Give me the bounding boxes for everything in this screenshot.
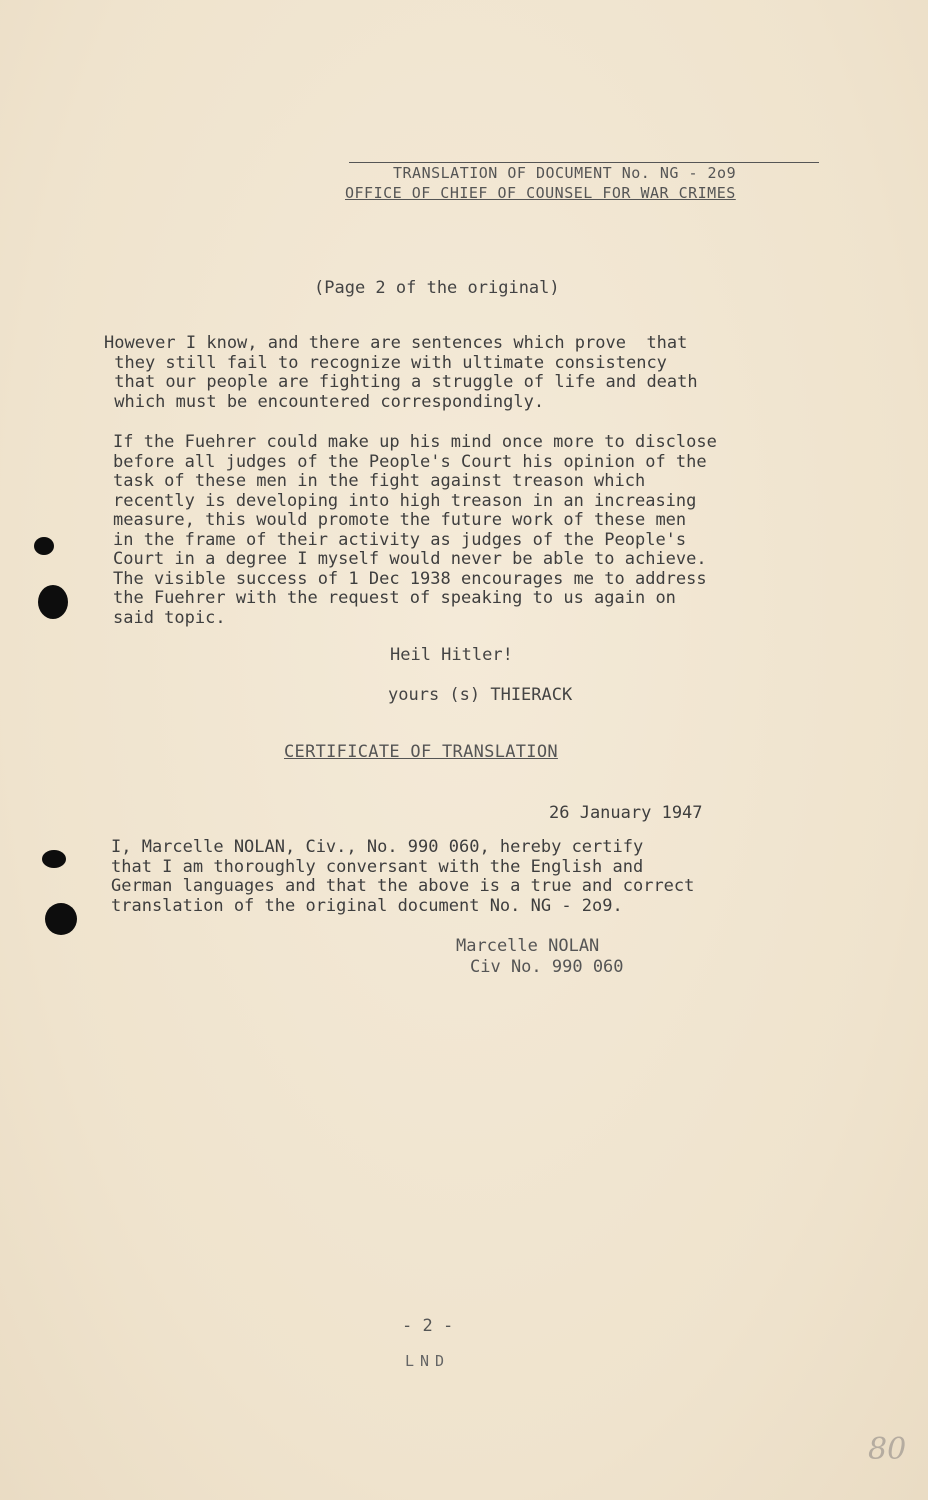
letter-signature: yours (s) THIERACK <box>388 685 573 705</box>
office-title: OFFICE OF CHIEF OF COUNSEL FOR WAR CRIMES <box>345 184 736 202</box>
translation-title: TRANSLATION OF DOCUMENT No. NG - 2o9 <box>393 164 737 182</box>
typist-initials: LND <box>405 1352 451 1370</box>
body-paragraph-2: If the Fuehrer could make up his mind once more to disclose before all judges of the People's Court his opinion of the task of these men in the fight against treason which recently is developing into high treason in an increasing measure, this would promote the future work of these men in the frame of their activity as judges of the People's Court in a degree I myself would never be able to achieve. The visible success of 1 Dec 1938 encourages me to address the Fuehrer with the request of speaking to us again on said topic. <box>113 432 717 628</box>
certificate-body: I, Marcelle NOLAN, Civ., No. 990 060, hereby certify that I am thoroughly conversant with the English and German languages and that the above is a true and correct translation of the original document No. NG - 2o9. <box>111 837 695 916</box>
original-page-reference: (Page 2 of the original) <box>314 278 560 298</box>
handwritten-page-number: 80 <box>868 1432 907 1467</box>
punch-hole-1 <box>38 585 68 619</box>
certificate-title: CERTIFICATE OF TRANSLATION <box>284 742 558 762</box>
document-header <box>345 162 825 203</box>
translator-id: Civ No. 990 060 <box>470 957 624 977</box>
translator-name: Marcelle NOLAN <box>456 936 600 956</box>
certificate-date: 26 January 1947 <box>549 803 703 823</box>
page-number: - 2 - <box>402 1316 454 1336</box>
body-paragraph-1: However I know, and there are sentences which prove that they still fail to recognize with ultimate consistency that our people are fighting a struggle of life and death which must be encountered correspondingly. <box>104 333 698 412</box>
punch-hole-mark-2 <box>42 850 66 868</box>
closing-greeting: Heil Hitler! <box>390 645 513 665</box>
punch-hole-2 <box>45 903 77 935</box>
punch-hole-mark-1 <box>34 537 54 555</box>
